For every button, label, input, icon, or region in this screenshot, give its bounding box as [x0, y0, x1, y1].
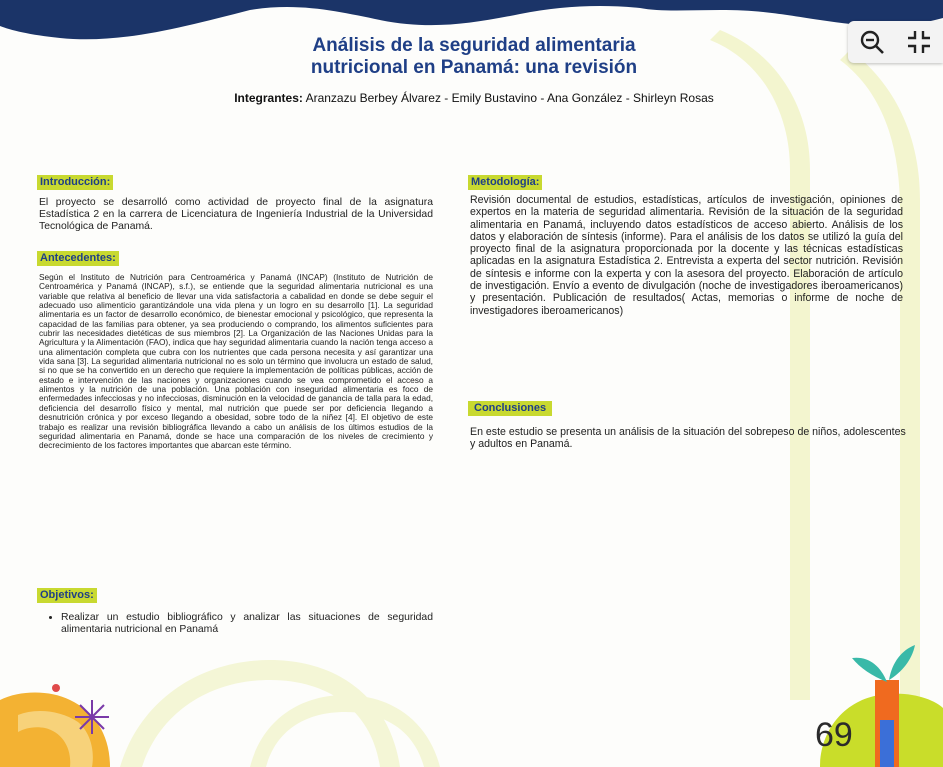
tube-water	[880, 720, 894, 767]
exit-fullscreen-button[interactable]	[902, 25, 936, 59]
introduccion-heading: Introducción:	[37, 175, 113, 190]
objetivos-heading: Objetivos:	[37, 588, 97, 603]
bg-arc	[250, 695, 440, 767]
conclusiones-heading: Conclusiones	[468, 401, 552, 416]
poster-title	[230, 35, 718, 79]
exit-fullscreen-icon	[906, 29, 932, 55]
authors-label: Integrantes:	[234, 91, 303, 105]
authors-names: Aranzazu Berbey Álvarez - Emily Bustavino - Ana González - Shirleyn Rosas	[305, 91, 714, 105]
top-wave	[0, 0, 943, 39]
sparkle-icon	[75, 700, 109, 734]
zoom-out-icon	[859, 29, 885, 55]
objetivos-list	[39, 612, 433, 636]
title-line-1: Análisis de la seguridad alimentaria	[312, 35, 636, 56]
authors-line	[150, 91, 798, 105]
antecedentes-text: Según el Instituto de Nutrición para Centroamérica y Panamá (INCAP) (Instituto de Nutrición de Centroamérica y Panamá (INCAP), s.f.), se entiende que la seguridad alimentaria nutricional es una variable que relativa al beneficio de llevar una vida satisfactoria a cabalidad en donde se debe seguir el adecuado uso alimenticio garantizándole una vida plena y un logro en su desarrollo [1]. La seguridad alimentaria es un factor de desarrollo económico, de bienestar emocional y psicológico, que representa la capacidad de las familias para obtener, ya sea produciendo o comprando, los alimentos suficientes para cubrir las necesidades dietéticas de sus miembros [2]. La Organización de las Naciones Unidas para la Agricultura y la Alimentación (FAO), indica que hay seguridad alimentaria cuando la nación tenga acceso a una alimentación completa que cubra con los nutrientes que cada persona necesita y así garantizar una vida sana [3]. La seguridad alimentaria nutricional no es solo un término que involucra un estado de salud, si no que se ha convertido en un derecho que requiere la implementación de políticas públicas, acción de estado e intervención de las naciones y organizaciones cuando se vea comprometido el acceso a alimentos y la nutrición de una población. Una población con inseguridad alimentaria es foco de enfermedades infecciosas y no infecciosas, disminución en la velocidad de ganancia de talla para la edad, deficiencia del desarrollo físico y mental, mal nutrición que puede ser por deficiencia llegando a desnutrición crónica y por exceso llegando a obesidad, sobre todo de la niñez [4]. El objetivo de este trabajo es realizar una revisión bibliográfica llevando a cabo un análisis de los últimos estudios de la seguridad alimentaria en Panamá, donde se hace una comparación de los niveles de crecimiento y decrecimiento de los factores importantes que abarcan este término.	[39, 272, 433, 451]
objetivo-item: • Realizar un estudio bibliográfico y analizar las situaciones de seguridad alimentaria nutricional en Panamá	[61, 612, 433, 636]
title-line-2: nutricional en Panamá: una revisión	[310, 57, 638, 78]
conclusiones-text: En este estudio se presenta un análisis de la situación del sobrepeso de niños, adolescentes y adultos en Panamá.	[470, 426, 906, 451]
bg-stripe	[840, 50, 920, 700]
introduccion-text: El proyecto se desarrolló como actividad de proyecto final de la asignatura Estadística 2 en la carrera de Licenciatura de Ingeniería Industrial de la Universidad Tecnológica de Panamá.	[39, 197, 433, 233]
bg-stripe	[710, 30, 810, 700]
zoom-out-button[interactable]	[855, 25, 889, 59]
dot-decoration	[52, 684, 60, 692]
page-number: 69	[815, 716, 853, 754]
viewer-toolbar	[848, 21, 943, 63]
metodologia-heading: Metodología:	[468, 175, 542, 190]
antecedentes-heading: Antecedentes:	[37, 251, 119, 266]
leaf-icon	[852, 658, 887, 682]
metodologia-text: Revisión documental de estudios, estadísticas, artículos de investigación, opiniones de expertos en la materia de seguridad alimentaria. Revisión de la situación de la seguridad alimentaria en Panamá, incluyendo datos estadísticos de acceso abierto. Análisis de los datos y elaboración de síntesis (informe). Para el análisis de los datos se utilizó la guía del proyecto final de la asignatura proporcionada por la docente y las técnicas estadísticas aplicadas en la asignatura Estadística 2. Entrevista a experta del sector nutrición. Revisión de síntesis e informe con la experta y con la asesora del proyecto. Elaboración de artículo de investigación. Envío a evento de divulgación (noche de investigadores iberoamericanos) y presentación. Publicación de resultados( Actas, memorias o informe de noche de investigadores iberoamericanos)	[470, 194, 903, 317]
